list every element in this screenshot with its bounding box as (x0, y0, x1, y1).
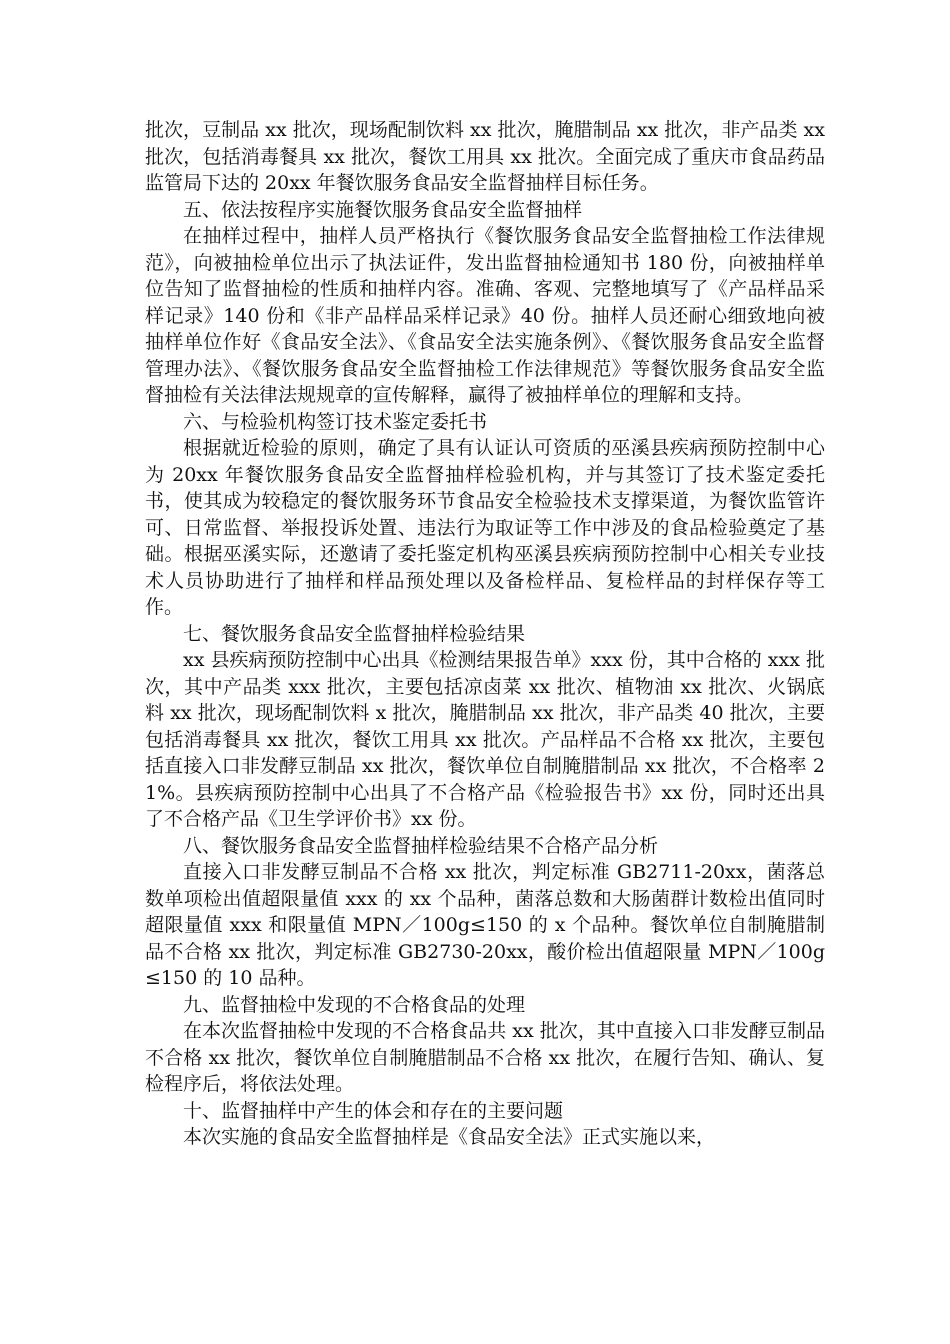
paragraph-inspection-agreement: 根据就近检验的原则，确定了具有认证认可资质的巫溪县疾病预防控制中心为 20xx 年餐饮服务食品安全监督抽样检验机构，并与其签订了技术鉴定委托书，使其成为较稳定的餐饮服务环节食品安全检验技术支撑渠道，为餐饮监管许可、日常监督、举报投诉处置、违法行为取证等工作中涉及的食品检验奠定了基础。根据巫溪实际，还邀请了委托鉴定机构巫溪县疾病预防控制中心相关专业技术人员协助进行了抽样和样品预处理以及备检样品、复检样品的封样保存等工作。 (145, 437, 825, 618)
paragraph-nonconforming-handling: 在本次监督抽检中发现的不合格食品共 xx 批次，其中直接入口非发酵豆制品不合格 xx 批次，餐饮单位自制腌腊制品不合格 xx 批次，在履行告知、确认、复检程序后，将依法处理。 (145, 1020, 825, 1095)
section-heading-5: 五、依法按程序实施餐饮服务食品安全监督抽样 (183, 198, 583, 221)
section-heading-10: 十、监督抽样中产生的体会和存在的主要问题 (183, 1099, 564, 1122)
paragraph-experience-intro: 本次实施的食品安全监督抽样是《食品安全法》正式实施以来， (183, 1126, 716, 1148)
paragraph-sampling-process: 在抽样过程中，抽样人员严格执行《餐饮服务食品安全监督抽检工作法律规范》，向被抽检单位出示了执法证件，发出监督抽检通知书 180 份，向被抽样单位告知了监督抽检的性质和抽样内容。准确、客观、完整地填写了《产品样品采样记录》140 份和《非产品样品采样记录》40 份。抽样人员还耐心细致地向被抽样单位作好《食品安全法》、《食品安全法实施条例》、《餐饮服务食品安全监督管理办法》、《餐饮服务食品安全监督抽检工作法律规范》等餐饮服务食品安全监督抽检有关法律法规规章的宣传解释，赢得了被抽样单位的理解和支持。 (145, 225, 825, 406)
section-heading-6: 六、与检验机构签订技术鉴定委托书 (183, 410, 488, 433)
paragraph-nonconforming-analysis: 直接入口非发酵豆制品不合格 xx 批次，判定标准 GB2711-20xx，菌落总数单项检出值超限量值 xxx 的 xx 个品种，菌落总数和大肠菌群计数检出值同时超限量值 xxx 和限量值 MPN／100g≤150 的 x 个品种。餐饮单位自制腌腊制品不合格 xx 批次，判定标准 GB2730-20xx，酸价检出值超限量 MPN／100g≤150 的 10 品种。 (145, 861, 825, 989)
section-heading-7: 七、餐饮服务食品安全监督抽样检验结果 (183, 622, 526, 645)
paragraph-inspection-results: xx 县疾病预防控制中心出具《检测结果报告单》xxx 份，其中合格的 xxx 批次，其中产品类 xxx 批次，主要包括凉卤菜 xx 批次、植物油 xx 批次、火锅底料 xx 批次，现场配制饮料 x 批次，腌腊制品 xx 批次，非产品类 40 批次，主要包括消毒餐具 xx 批次，餐饮工用具 xx 批次。产品样品不合格 xx 批次，主要包括直接入口非发酵豆制品 xx 批次，餐饮单位自制腌腊制品 xx 批次，不合格率 21%。县疾病预防控制中心出具了不合格产品《检验报告书》xx 份，同时还出具了不合格产品《卫生学评价书》xx 份。 (145, 649, 825, 830)
paragraph-continuation: 批次，豆制品 xx 批次，现场配制饮料 xx 批次，腌腊制品 xx 批次，非产品类 xx 批次，包括消毒餐具 xx 批次，餐饮工用具 xx 批次。全面完成了重庆市食品药品监管局下达的 20xx 年餐饮服务食品安全监督抽样目标任务。 (145, 119, 825, 194)
document-page (145, 117, 825, 1151)
section-heading-9: 九、监督抽检中发现的不合格食品的处理 (183, 993, 526, 1016)
section-heading-8: 八、餐饮服务食品安全监督抽样检验结果不合格产品分析 (183, 834, 659, 857)
